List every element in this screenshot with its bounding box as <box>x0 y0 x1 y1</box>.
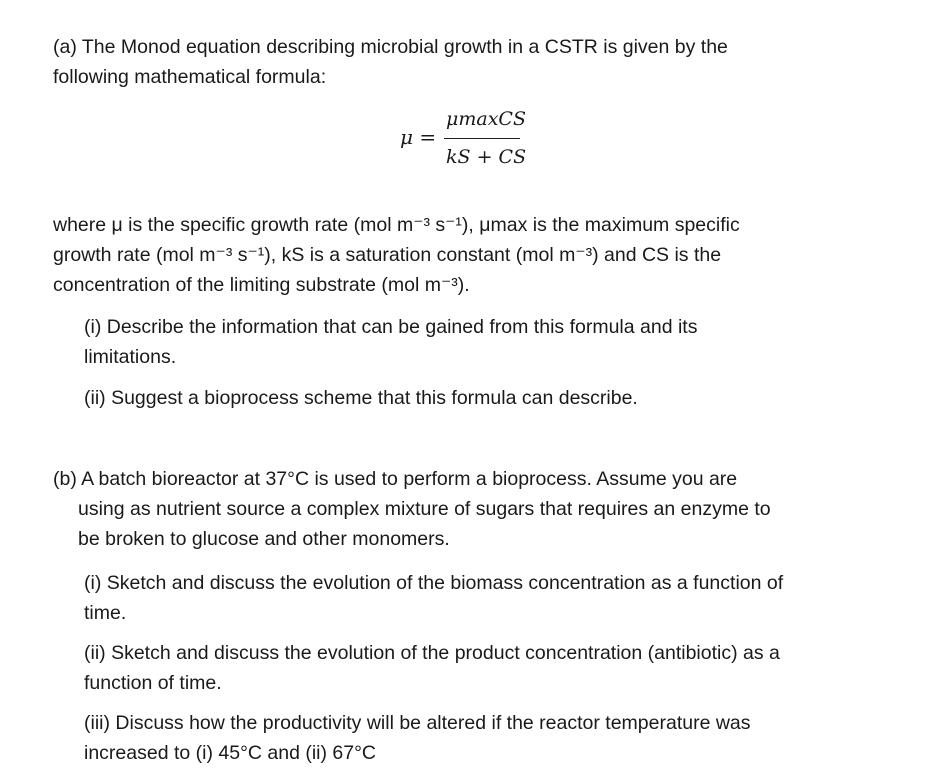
part-b-intro-line3: be broken to glucose and other monomers. <box>78 528 450 550</box>
where-line3: concentration of the limiting substrate (mol m⁻³). <box>53 274 470 296</box>
part-b-question-ii <box>84 638 914 698</box>
equation-numerator: μmaxCS <box>446 108 526 130</box>
part-b-q1-line2: time. <box>84 602 127 624</box>
where-line1: where μ is the specific growth rate (mol m⁻³ s⁻¹), μmax is the maximum specific <box>53 214 740 236</box>
part-b-q1-line1: (i) Sketch and discuss the evolution of the biomass concentration as a function of <box>84 572 784 594</box>
monod-equation <box>400 104 540 176</box>
where-line2: growth rate (mol m⁻³ s⁻¹), kS is a saturation constant (mol m⁻³) and CS is the <box>53 244 722 266</box>
part-b-q2-line1: (ii) Sketch and discuss the evolution of the product concentration (antibiotic) as a <box>84 642 780 664</box>
part-b-question-i <box>84 568 914 628</box>
equation-denominator: kS + CS <box>446 146 527 168</box>
equation-lhs: μ = <box>400 125 437 149</box>
part-a-intro <box>53 32 913 92</box>
part-b-q3-line2: increased to (i) 45°C and (ii) 67°C <box>84 742 376 764</box>
part-b-intro-line1: (b) A batch bioreactor at 37°C is used to perform a bioprocess. Assume you are <box>53 468 738 490</box>
part-a-q1-line2: limitations. <box>84 346 177 368</box>
part-a-intro-line2: following mathematical formula: <box>53 66 327 88</box>
part-b-intro-line2: using as nutrient source a complex mixture of sugars that requires an enzyme to <box>78 498 771 520</box>
part-a-intro-line1: (a) The Monod equation describing microbial growth in a CSTR is given by the <box>53 36 728 58</box>
part-a-q1-line1: (i) Describe the information that can be gained from this formula and its <box>84 316 698 338</box>
part-a-question-ii <box>84 383 904 413</box>
fraction-bar <box>444 138 520 139</box>
part-b-q3-line1: (iii) Discuss how the productivity will be altered if the reactor temperature was <box>84 712 751 734</box>
part-b-q2-line2: function of time. <box>84 672 222 694</box>
part-b-intro <box>53 464 913 554</box>
variable-definitions <box>53 210 913 300</box>
part-b-question-iii <box>84 708 914 768</box>
part-a-q2: (ii) Suggest a bioprocess scheme that this formula can describe. <box>84 387 638 409</box>
part-a-question-i <box>84 312 904 372</box>
